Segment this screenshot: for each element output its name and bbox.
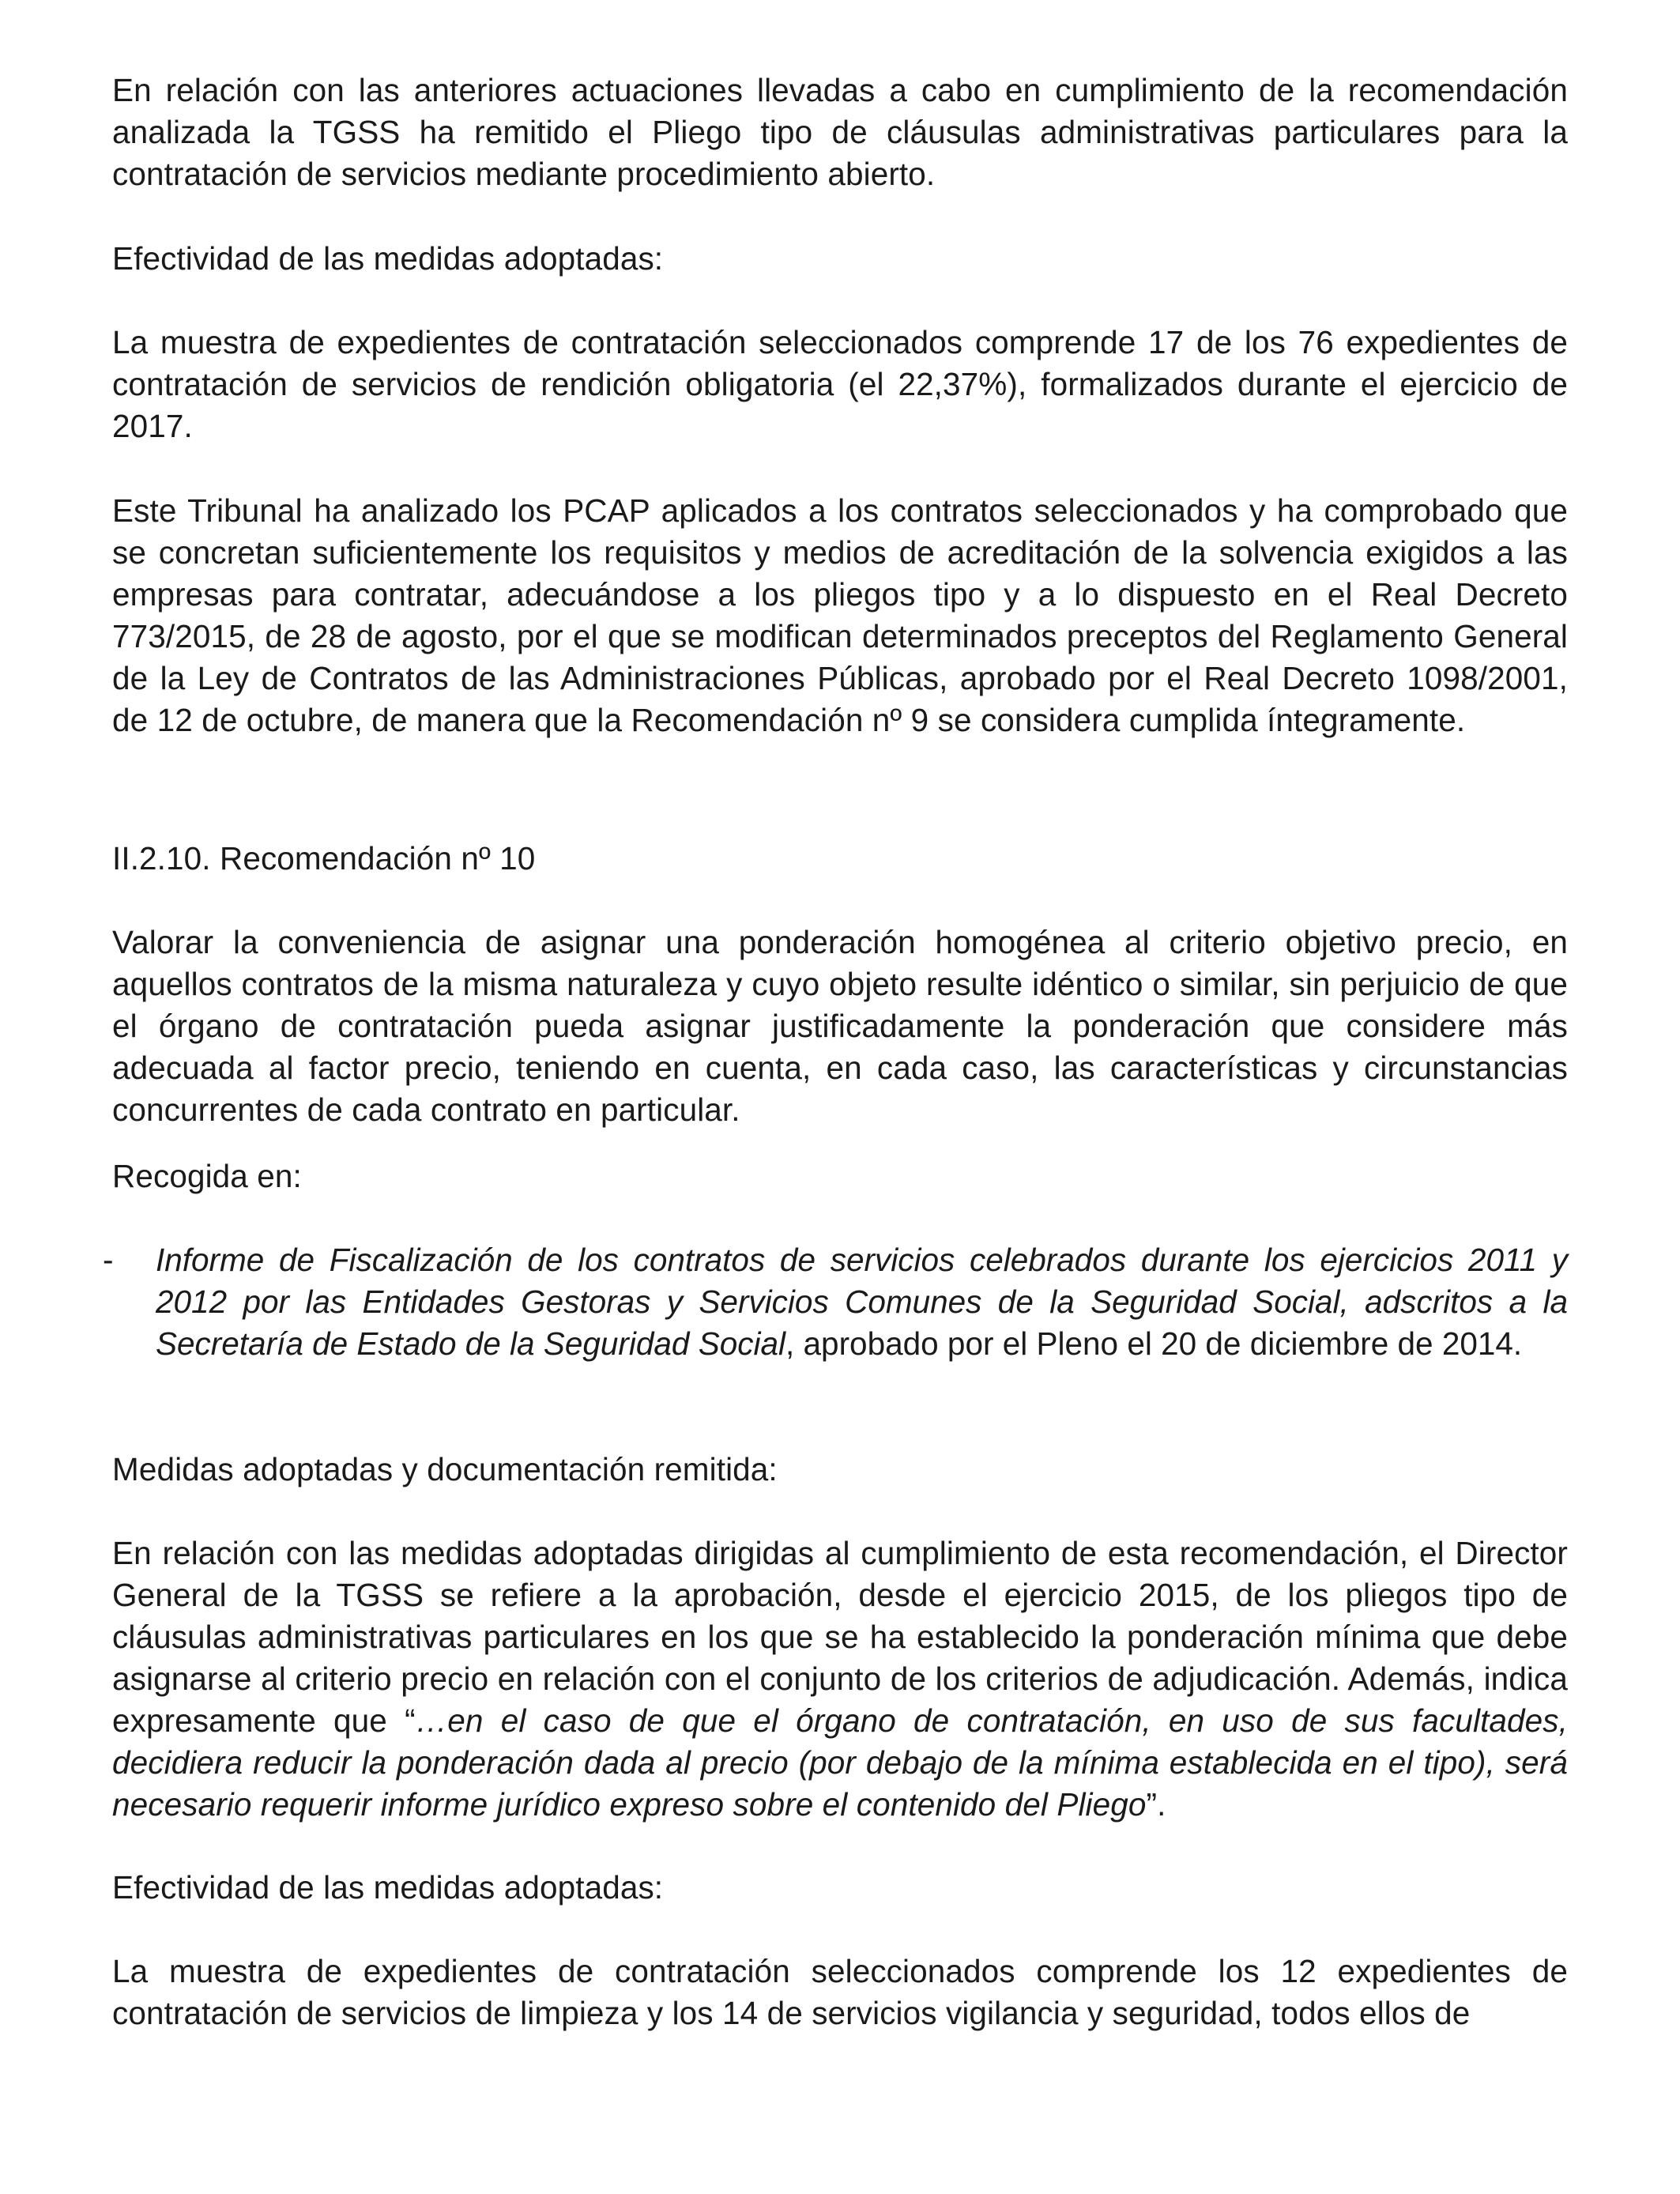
paragraph-tgss-pliego: En relación con las anteriores actuaciones llevadas a cabo en cumplimiento de la recomendación analizada la TGSS ha remitido el Pliego tipo de cláusulas administrativas particulares para la contratación de servicios mediante procedimiento abierto. <box>112 72 1568 192</box>
paragraph-tribunal-pcap: Este Tribunal ha analizado los PCAP aplicados a los contratos seleccionados y ha comprobado que se concretan suficientemente los requisitos y medios de acreditación de la solvencia exigidos a las empresas para contratar, adecuándose a los pliegos tipo y a lo dispuesto en el Real Decreto 773/2015, de 28 de agosto, por el que se modifican determinados preceptos del Reglamento General de la Ley de Contratos de las Administraciones Públicas, aprobado por el Real Decreto 1098/2001, de 12 de octubre, de manera que la Recomendación nº 9 se considera cumplida íntegramente. <box>112 492 1568 738</box>
bullet-item-informe <box>156 1239 1568 1365</box>
heading-medidas-adoptadas: Medidas adoptadas y documentación remitida: <box>112 1451 778 1487</box>
bullet-marker: - <box>103 1242 114 1278</box>
medidas-quote-close: ”. <box>1146 1786 1166 1823</box>
section-heading-recomendacion-10: II.2.10. Recomendación nº 10 <box>112 840 536 876</box>
bullet-informe-approval: , aprobado por el Pleno el 20 de diciembre de 2014. <box>785 1325 1523 1362</box>
medidas-quote: …en el caso de que el órgano de contratación, en uso de sus facultades, decidiera reducir la ponderación dada al precio (por debajo de la mínima establecida en el tipo), será necesario requerir informe jurídico expreso sobre el contenido del Pliego <box>112 1702 1568 1823</box>
heading-recogida-en: Recogida en: <box>112 1158 302 1194</box>
heading-efectividad-2: Efectividad de las medidas adoptadas: <box>112 1869 664 1906</box>
bullet-informe-title: Informe de Fiscalización de los contratos de servicios celebrados durante los ejercicios 2011 y 2012 por las Entidades Gestoras y Servicios Comunes de la Seguridad Social, adscritos a la Secretaría de Estado de la Seguridad Social <box>156 1242 1568 1362</box>
paragraph-recomendacion-text: Valorar la conveniencia de asignar una ponderación homogénea al criterio objetivo precio, en aquellos contratos de la misma naturaleza y cuyo objeto resulte idéntico o similar, sin perjuicio de que el órgano de contratación pueda asignar justificadamente la ponderación que considere más adecuada al factor precio, teniendo en cuenta, en cada caso, las características y circunstancias concurrentes de cada contrato en particular. <box>112 924 1568 1128</box>
paragraph-muestra-1: La muestra de expedientes de contratación seleccionados comprende 17 de los 76 expedientes de contratación de servicios de rendición obligatoria (el 22,37%), formalizados durante el ejercicio de 2017. <box>112 324 1568 444</box>
paragraph-medidas-detalle <box>112 1532 1568 1826</box>
medidas-intro: En relación con las medidas adoptadas dirigidas al cumplimiento de esta recomendación, el Director General de la TGSS se refiere a la aprobación, desde el ejercicio 2015, de los pliegos tipo de cláusulas administrativas particulares en los que se ha establecido la ponderación mínima que debe asignarse al criterio precio en relación con el conjunto de los criterios de adjudicación. Además, indica expresamente que “ <box>112 1535 1568 1739</box>
heading-efectividad-1: Efectividad de las medidas adoptadas: <box>112 240 664 277</box>
paragraph-muestra-2: La muestra de expedientes de contratación seleccionados comprende los 12 expedientes de contratación de servicios de limpieza y los 14 de servicios vigilancia y seguridad, todos ellos de <box>112 1953 1568 2031</box>
